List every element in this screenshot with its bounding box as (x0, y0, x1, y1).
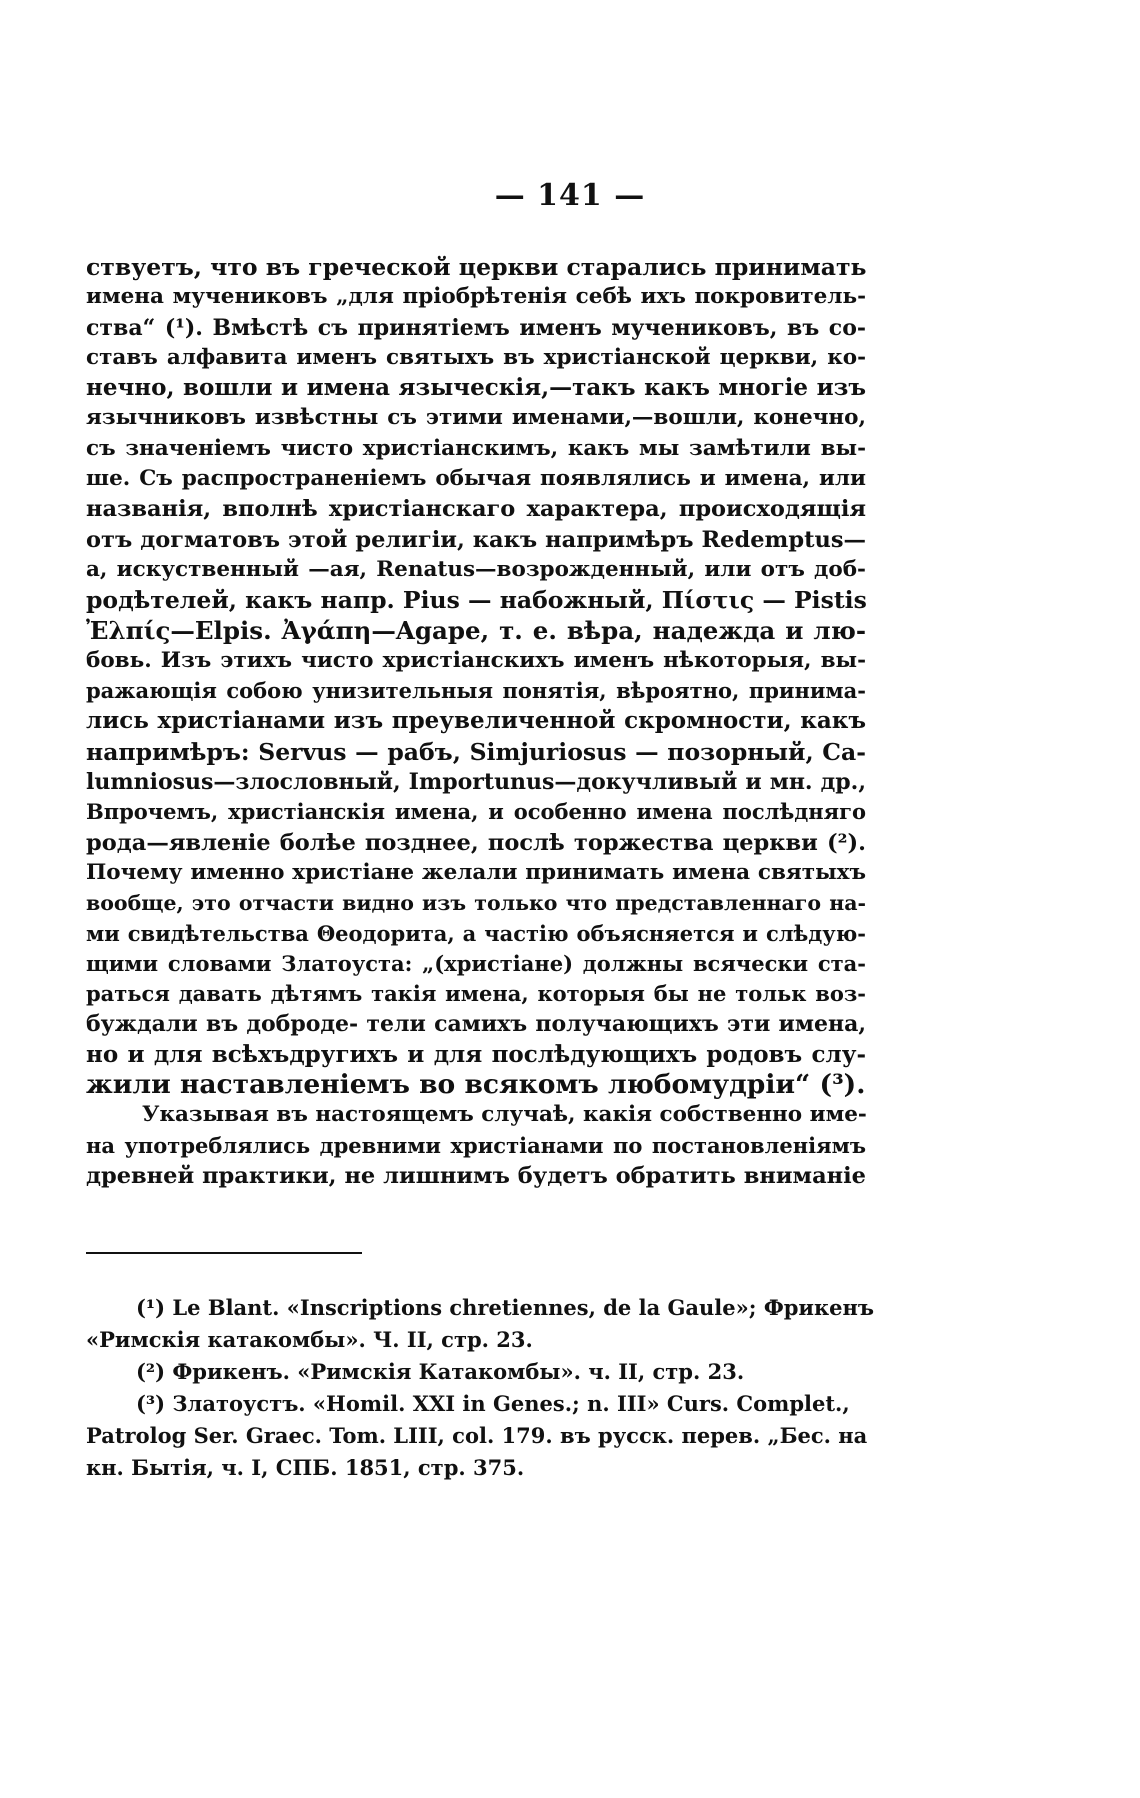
text-line: раться давать дѣтямъ такія имена, которыя бы не тольк воз- (86, 981, 866, 1007)
footnote-line: (³) Златоустъ. «Homil. XXI in Genes.; n. III» Curs. Complet., (136, 1391, 850, 1416)
text-line: родѣтелей, какъ напр. Pius — набожный, Πίστις — Pistis (86, 586, 867, 615)
text-line: lumniosus—злословный, Importunus—докучливый и мн. др., (86, 769, 866, 796)
text-line: ствуетъ, что въ греческой церкви старались принимать (86, 253, 867, 281)
footnote-line: «Римскія катакомбы». Ч. II, стр. 23. (86, 1327, 533, 1352)
text-line: названія, вполнѣ христіанскаго характера, происходящія (86, 496, 866, 523)
text-line: древней практики, не лишнимъ будетъ обратить вниманіе (86, 1162, 866, 1189)
footnote-line: (¹) Le Blant. «Inscriptions chretiennes, de la Gaule»; Фрикенъ (136, 1295, 875, 1320)
main-text (86, 252, 866, 1191)
text-line: на употреблялись древними христіанами по постановленіямъ (86, 1132, 866, 1158)
footnote-rule (86, 1252, 362, 1254)
text-line: лись христіанами изъ преувеличенной скромности, какъ (86, 707, 866, 735)
text-line: щими словами Златоуста: „(христіане) должны всячески ста- (86, 950, 866, 976)
text-line: ства“ (¹). Вмѣстѣ съ принятіемъ именъ мучениковъ, въ со- (86, 314, 866, 341)
text-line: буждали въ доброде- тели самихъ получающихъ эти имена, (86, 1011, 866, 1038)
text-line: бовь. Изъ этихъ чисто христіанскихъ именъ нѣкоторыя, вы- (86, 647, 866, 673)
text-line: Указывая въ настоящемъ случаѣ, какія собственно име- (142, 1102, 867, 1128)
text-line: напримѣръ: Servus — рабъ, Simjuriosus — позорный, Ca- (86, 737, 866, 766)
text-line: ставъ алфавита именъ святыхъ въ христіанской церкви, ко- (86, 344, 866, 370)
text-line: Ἐλπίς—Elpis. Ἀγάπη—Agape, т. е. вѣра, надежда и лю- (86, 615, 866, 645)
text-line: Впрочемъ, христіанскія имена, и особенно имена послѣдняго (86, 799, 866, 825)
text-line: рода—явленіе болѣе позднее, послѣ торжества церкви (²). (86, 829, 866, 856)
text-line: но и для всѣхъдругихъ и для послѣдующихъ родовъ слу- (86, 1040, 866, 1068)
text-line: отъ догматовъ этой религіи, какъ напримѣръ Redemptus— (86, 526, 866, 553)
footnote-line: (²) Фрикенъ. «Римскія Катакомбы». ч. II, стр. 23. (136, 1359, 745, 1384)
footnote-line: кн. Бытія, ч. I, СПБ. 1851, стр. 375. (86, 1455, 525, 1480)
text-line: ше. Съ распространеніемъ обычая появлялись и имена, или (86, 466, 866, 492)
footnote-line: Patrolog Ser. Graec. Tom. LIII, col. 179. въ русск. перев. „Бес. на (86, 1423, 868, 1448)
text-line: a, искуственный —ая, Renatus—возрожденный, или отъ доб- (86, 556, 866, 582)
text-line: нечно, вошли и имена языческія,—такъ какъ многіе изъ (86, 374, 866, 402)
footnotes (86, 1292, 886, 1484)
text-line: имена мучениковъ „для пріобрѣтенія себѣ ихъ покровитель- (86, 284, 866, 310)
text-line: жили наставленіемъ во всякомъ любомудріи“ (³). (86, 1069, 866, 1101)
page-number: — 141 — (494, 178, 646, 213)
text-line: съ значеніемъ чисто христіанскимъ, какъ мы замѣтили вы- (86, 435, 866, 461)
text-line: Почему именно христіане желали принимать имена святыхъ (86, 859, 866, 885)
text-line: ми свидѣтельства Θеодорита, а частію объясняется и слѣдую- (86, 920, 866, 946)
text-line: вообще, это отчасти видно изъ только что представленнаго на- (86, 891, 866, 916)
text-line: ражающія собою унизительныя понятія, вѣроятно, принима- (86, 678, 866, 704)
text-line: язычниковъ извѣстны съ этими именами,—вошли, конечно, (86, 405, 866, 431)
